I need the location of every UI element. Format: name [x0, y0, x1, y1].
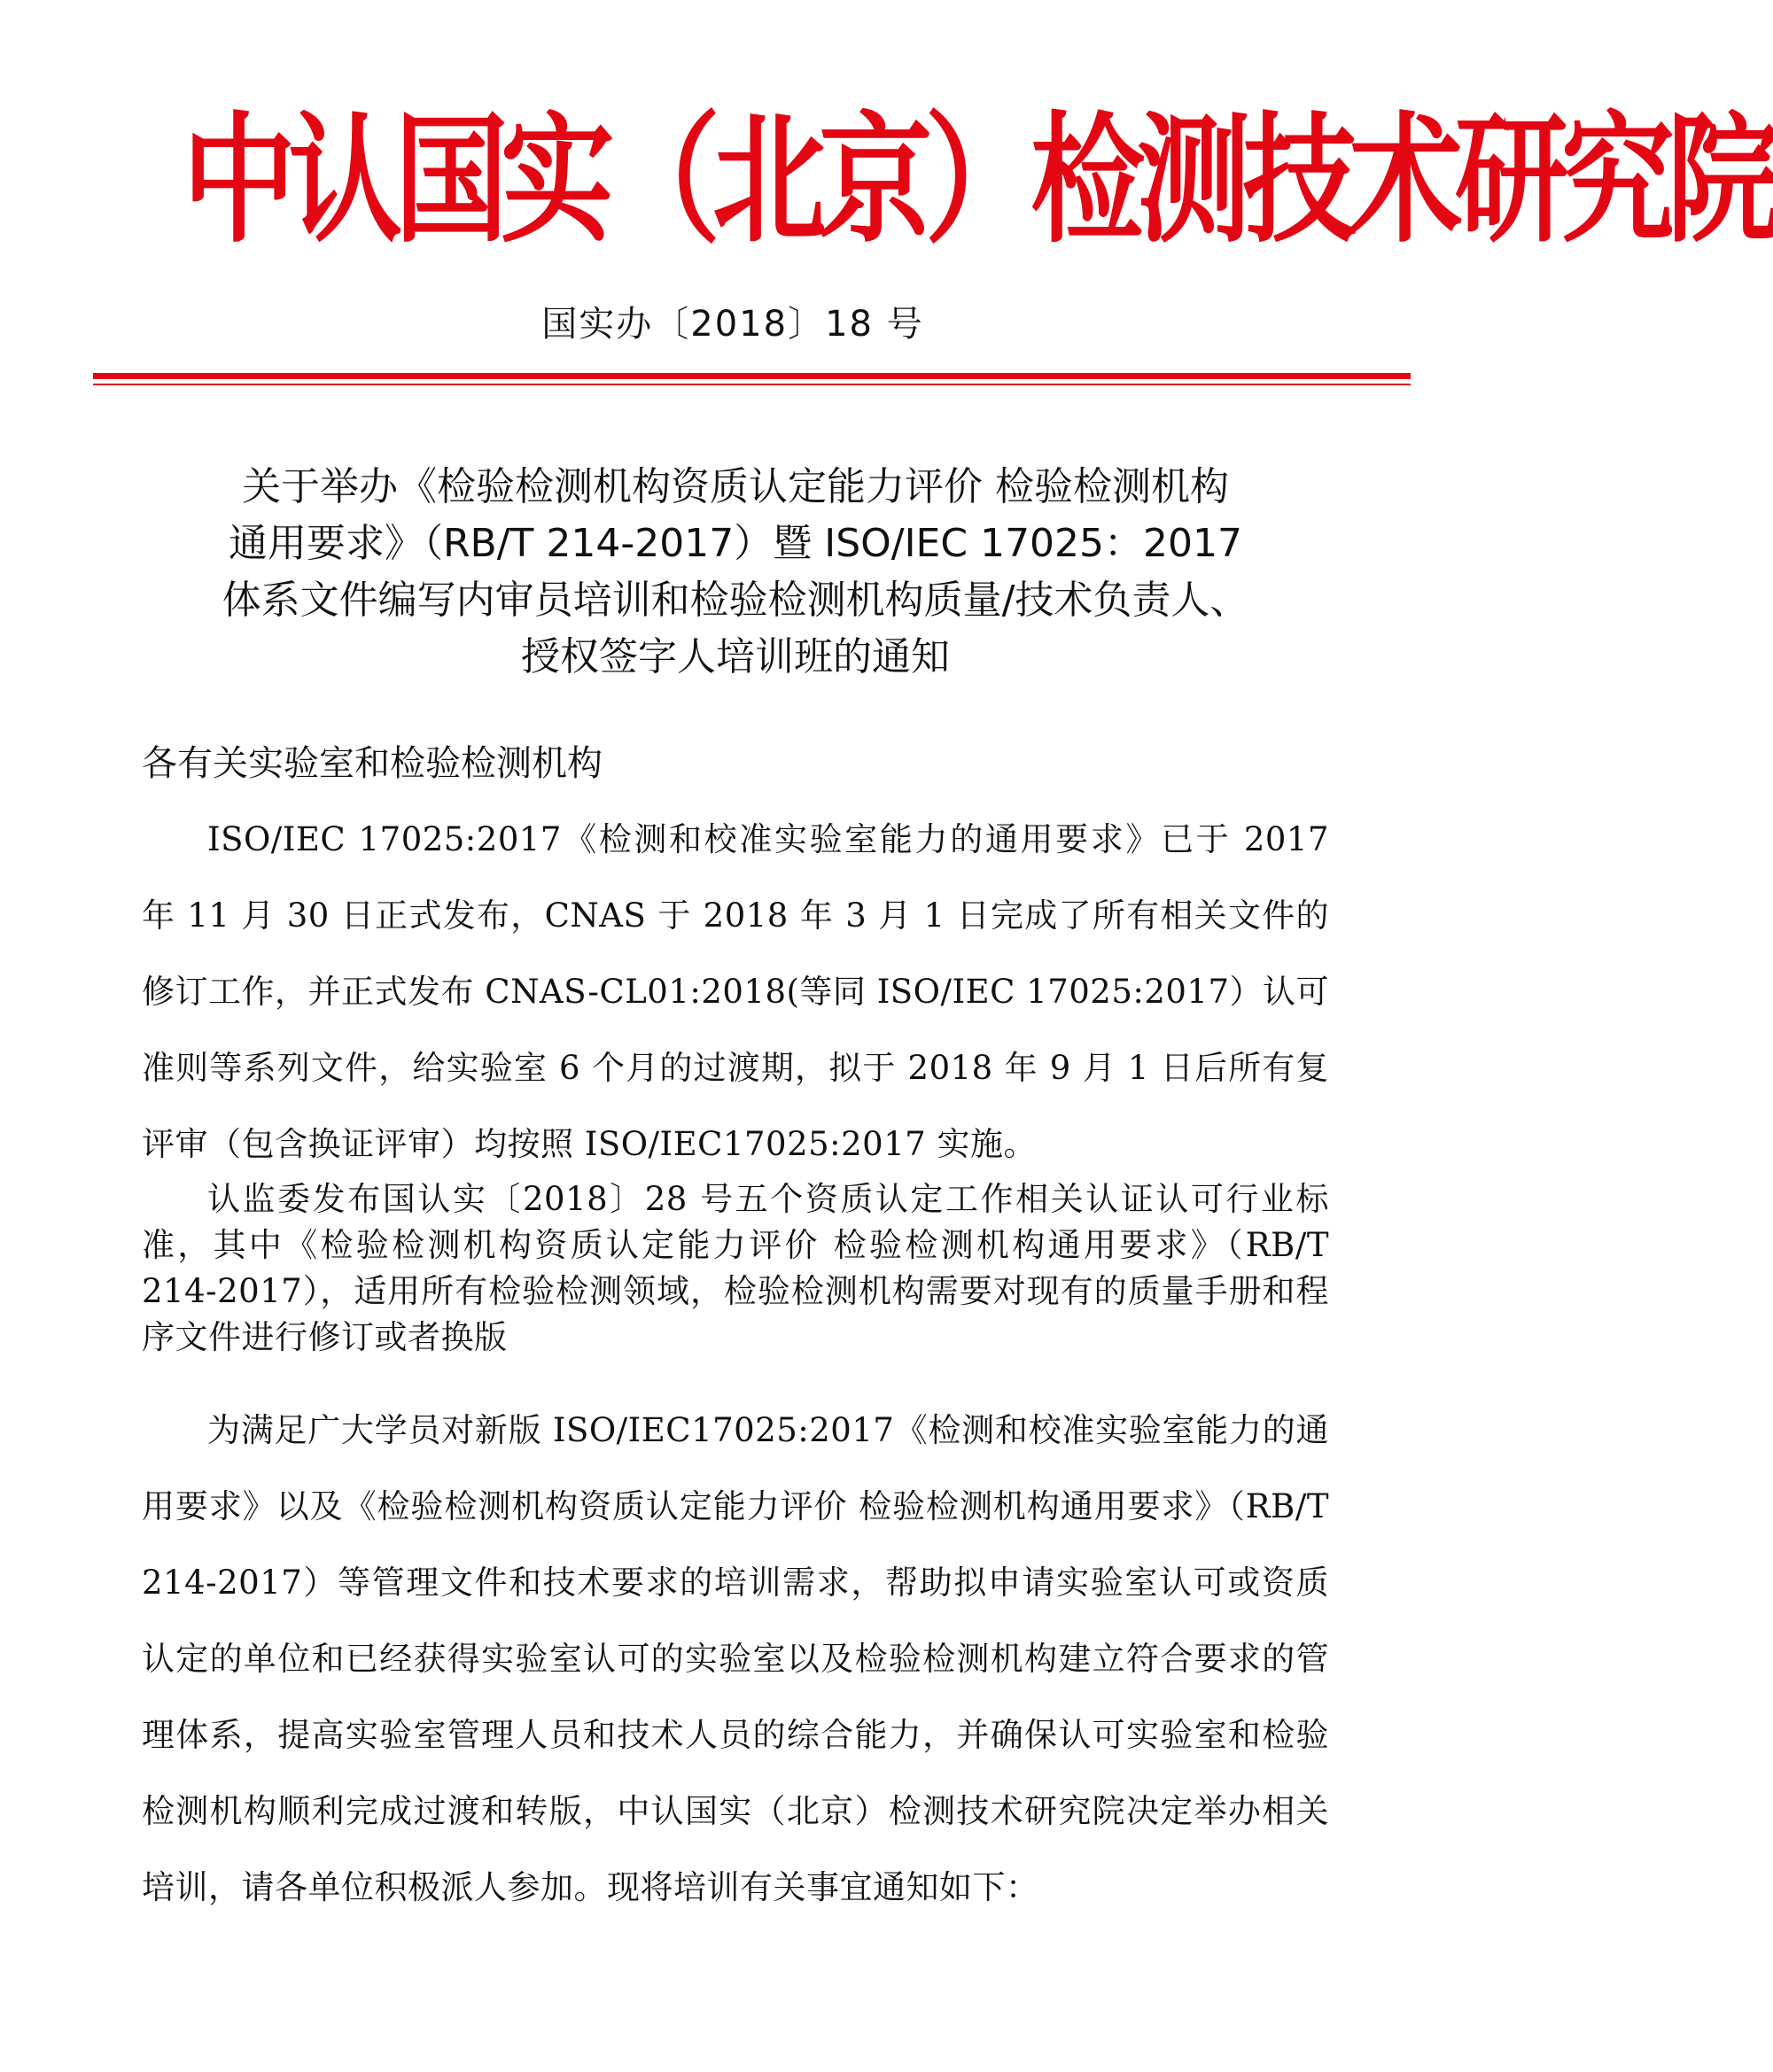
- red-divider-thin: [93, 384, 1411, 385]
- salutation: 各有关实验室和检验检测机构: [142, 743, 603, 784]
- body-paragraph: 认监委发布国认实〔2018〕28 号五个资质认定工作相关认证认可行业标准，其中《检验检测机构资质认定能力评价 检验检测机构通用要求》（RB/T 214-2017），适用所有检验检测领域，检验检测机构需要对现有的质量手册和程序文件进行修订或者换版: [142, 1180, 1329, 1356]
- notice-title-line: 通用要求》（RB/T 214-2017）暨 ISO/IEC 17025：2017: [228, 521, 1243, 566]
- notice-title-line: 关于举办《检验检测机构资质认定能力评价 检验检测机构: [242, 464, 1229, 509]
- body-paragraph: ISO/IEC 17025:2017《检测和校准实验室能力的通用要求》已于 2017 年 11 月 30 日正式发布，CNAS 于 2018 年 3 月 1 日完成了所有相关文件的修订工作，并正式发布 CNAS-CL01:2018(等同 ISO/IEC 17025:2017）认可准则等系列文件，给实验室 6 个月的过渡期，拟于 2018 年 9 月 1 日后所有复评审（包含换证评审）均按照 ISO/IEC17025:2017 实施。: [142, 820, 1329, 1163]
- institute-name-masthead: 中认国实（北京）检测技术研究院: [182, 99, 1773, 262]
- notice-title: [133, 459, 1338, 686]
- body-paragraph: 为满足广大学员对新版 ISO/IEC17025:2017《检测和校准实验室能力的通用要求》以及《检验检测机构资质认定能力评价 检验检测机构通用要求》（RB/T 214-2017）等管理文件和技术要求的培训需求，帮助拟申请实验室认可或资质认定的单位和已经获得实验室认可的实验室以及检验检测机构建立符合要求的管理体系，提高实验室管理人员和技术人员的综合能力，并确保认可实验室和检验检测机构顺利完成过渡和转版，中认国实（北京）检测技术研究院决定举办相关培训，请各单位积极派人参加。现将培训有关事宜通知如下：: [142, 1411, 1329, 1906]
- red-divider-thick: [93, 373, 1411, 379]
- notice-title-line: 授权签字人培训班的通知: [521, 634, 950, 679]
- document-number: 国实办〔2018〕18 号: [541, 304, 924, 345]
- notice-title-line: 体系文件编写内审员培训和检验检测机构质量/技术负责人、: [222, 578, 1249, 623]
